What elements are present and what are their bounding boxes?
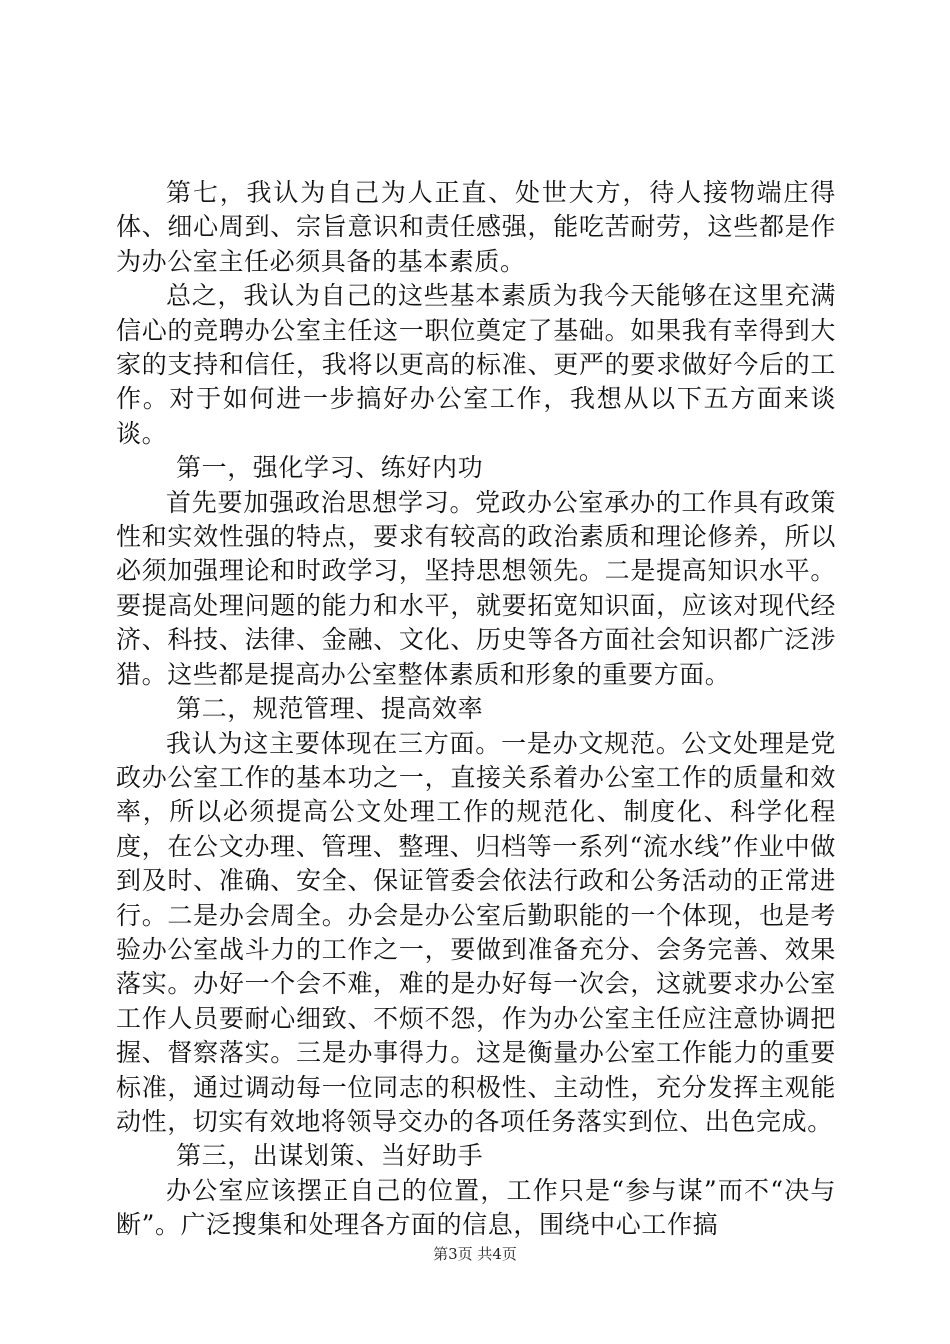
section-heading-first: 第一，强化学习、练好内功 bbox=[176, 453, 484, 483]
section-heading-third: 第三，出谋划策、当好助手 bbox=[176, 1141, 484, 1171]
section-heading-second: 第二，规范管理、提高效率 bbox=[176, 694, 484, 724]
paragraph-seventh-quality: 第七，我认为自己为人正直、处世大方，待人接物端庄得体、细心周到、宗旨意识和责任感强，能吃苦耐劳，这些都是作为办公室主任必须具备的基本素质。 bbox=[116, 178, 836, 276]
paragraph-second-section: 我认为这主要体现在三方面。一是办文规范。公文处理是党政办公室工作的基本功之一，直接关系着办公室工作的质量和效率，所以必须提高公文处理工作的规范化、制度化、科学化程度，在公文办理、管理、整理、归档等一系列“流水线”作业中做到及时、准确、安全、保证管委会依法行政和公务活动的正常进行。二是办会周全。办会是办公室后勤职能的一个体现，也是考验办公室战斗力的工作之一，要做到准备充分、会务完善、效果落实。办好一个会不难，难的是办好每一次会，这就要求办公室工作人员要耐心细致、不烦不怨，作为办公室主任应注意协调把握、督察落实。三是办事得力。这是衡量办公室工作能力的重要标准，通过调动每一位同志的积极性、主动性，充分发挥主观能动性，切实有效地将领导交办的各项任务落实到位、出色完成。 bbox=[116, 728, 836, 1136]
paragraph-summary: 总之，我认为自己的这些基本素质为我今天能够在这里充满信心的竞聘办公室主任这一职位奠定了基础。如果我有幸得到大家的支持和信任，我将以更高的标准、更严的要求做好今后的工作。对于如何进一步搞好办公室工作，我想从以下五方面来谈谈。 bbox=[116, 281, 836, 448]
page-number-footer: 第3页 共4页 bbox=[433, 1245, 517, 1263]
paragraph-first-section: 首先要加强政治思想学习。党政办公室承办的工作具有政策性和实效性强的特点，要求有较高的政治素质和理论修养，所以必须加强理论和时政学习，坚持思想领先。二是提高知识水平。要提高处理问题的能力和水平，就要拓宽知识面，应该对现代经济、科技、法律、金融、文化、历史等各方面社会知识都广泛涉猎。这些都是提高办公室整体素质和形象的重要方面。 bbox=[116, 487, 836, 689]
paragraph-third-section: 办公室应该摆正自己的位置，工作只是“参与谋”而不“决与断”。广泛搜集和处理各方面的信息，围绕中心工作搞 bbox=[116, 1175, 836, 1240]
document-body bbox=[116, 176, 836, 1243]
